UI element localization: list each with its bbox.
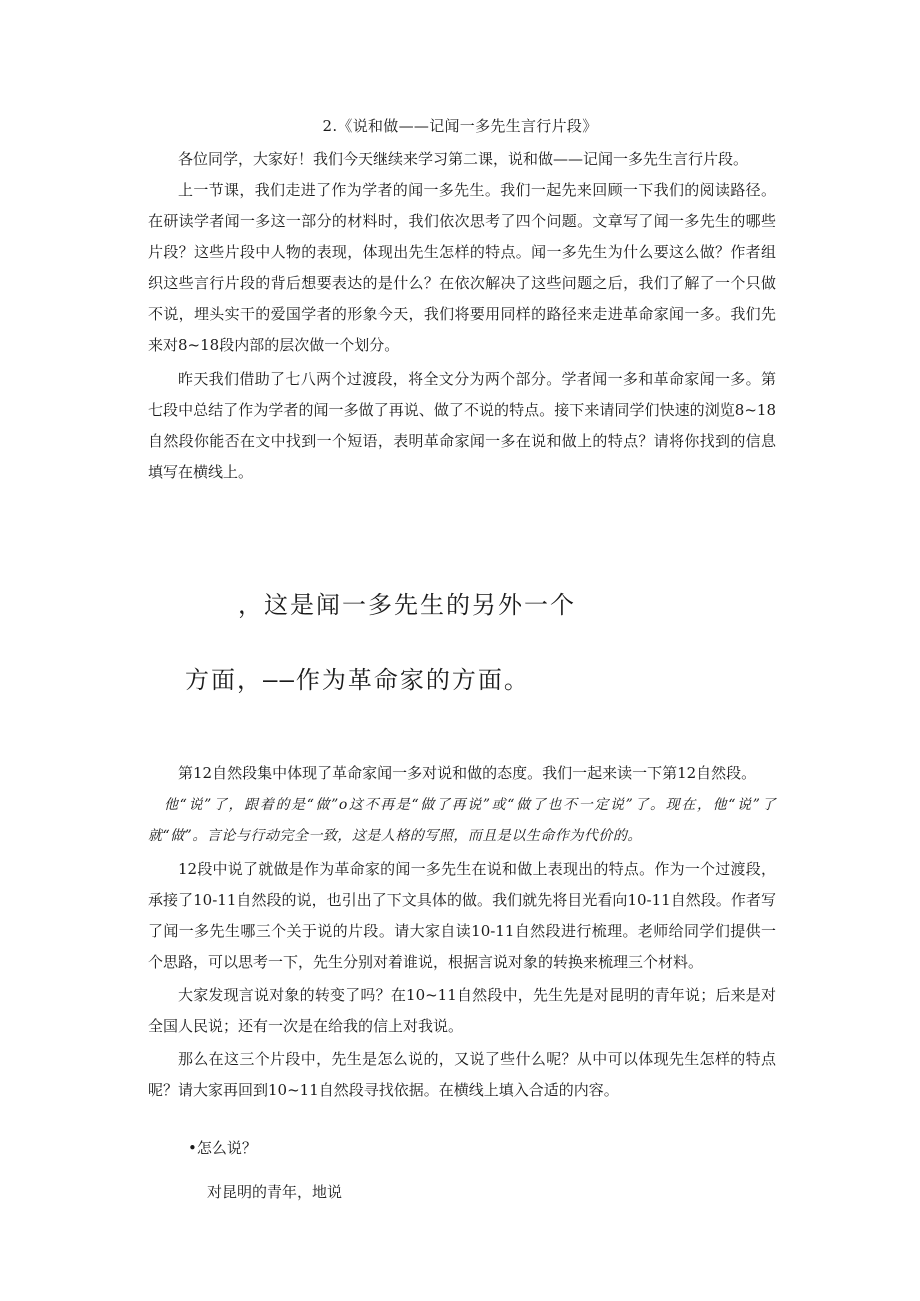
paragraph-question: 那么在这三个片段中，先生是怎么说的，又说了些什么呢？从中可以体现先生怎样的特点呢？请大家再回到10~11自然段寻找依据。在横线上填入合适的内容。: [148, 1050, 776, 1099]
paragraph-transition: 12段中说了就做是作为革命家的闻一多先生在说和做上表现出的特点。作为一个过渡段，承接了10-11自然段的说，也引出了下文具体的做。我们就先将目光看向10-11自然段。作者写了闻一多先生哪三个关于说的片段。请大家自读10-11自然段进行梳理。老师给同学们提供一个思路，可以思考一下，先生分别对着谁说，根据言说对象的转换来梳理三个材料。: [148, 860, 776, 971]
fill-blank-kunming-youth: 对昆明的青年，地说: [207, 1183, 343, 1201]
quote-paragraph: 他“说”了，跟着的是“做”o这不再是“做了再说”或“做了也不一定说”了。现在，他“说”了就“做”。言论与行动完全一致，这是人格的写照，而且是以生命作为代价的。: [148, 797, 776, 844]
fill-blank-line-2: 方面，——作为革命家的方面。: [185, 666, 530, 694]
paragraph-greeting: 各位同学，大家好！我们今天继续来学习第二课，说和做——记闻一多先生言行片段。: [178, 150, 749, 168]
fill-blank-line-1: ，这是闻一多先生的另外一个: [238, 591, 576, 619]
bullet-how-to-say: •怎么说？: [188, 1139, 257, 1157]
paragraph-review: 上一节课，我们走进了作为学者的闻一多先生。我们一起先来回顾一下我们的阅读路径。在研读学者闻一多这一部分的材料时，我们依次思考了四个问题。文章写了闻一多先生的哪些片段？这些片段中人物的表现，体现出先生怎样的特点。闻一多先生为什么要这么做？作者组织这些言行片段的背后想要表达的是什么？在依次解决了这些问题之后，我们了解了一个只做不说，埋头实干的爱国学者的形象今天，我们将要用同样的路径来走进革命家闻一多。我们先来对8~18段内部的层次做一个划分。: [148, 181, 776, 354]
paragraph-section-12: 第12自然段集中体现了革命家闻一多对说和做的态度。我们一起来读一下第12自然段。: [178, 764, 757, 782]
paragraph-speech-objects: 大家发现言说对象的转变了吗？在10~11自然段中，先生先是对昆明的青年说；后来是对全国人民说；还有一次是在给我的信上对我说。: [148, 986, 776, 1035]
paragraph-division: 昨天我们借助了七八两个过渡段，将全文分为两个部分。学者闻一多和革命家闻一多。第七段中总结了作为学者的闻一多做了再说、做了不说的特点。接下来请同学们快速的浏览8~18自然段你能否在文中找到一个短语，表明革命家闻一多在说和做上的特点？请将你找到的信息填写在横线上。: [148, 370, 776, 481]
document-title: 2.《说和做——记闻一多先生言行片段》: [322, 117, 598, 135]
